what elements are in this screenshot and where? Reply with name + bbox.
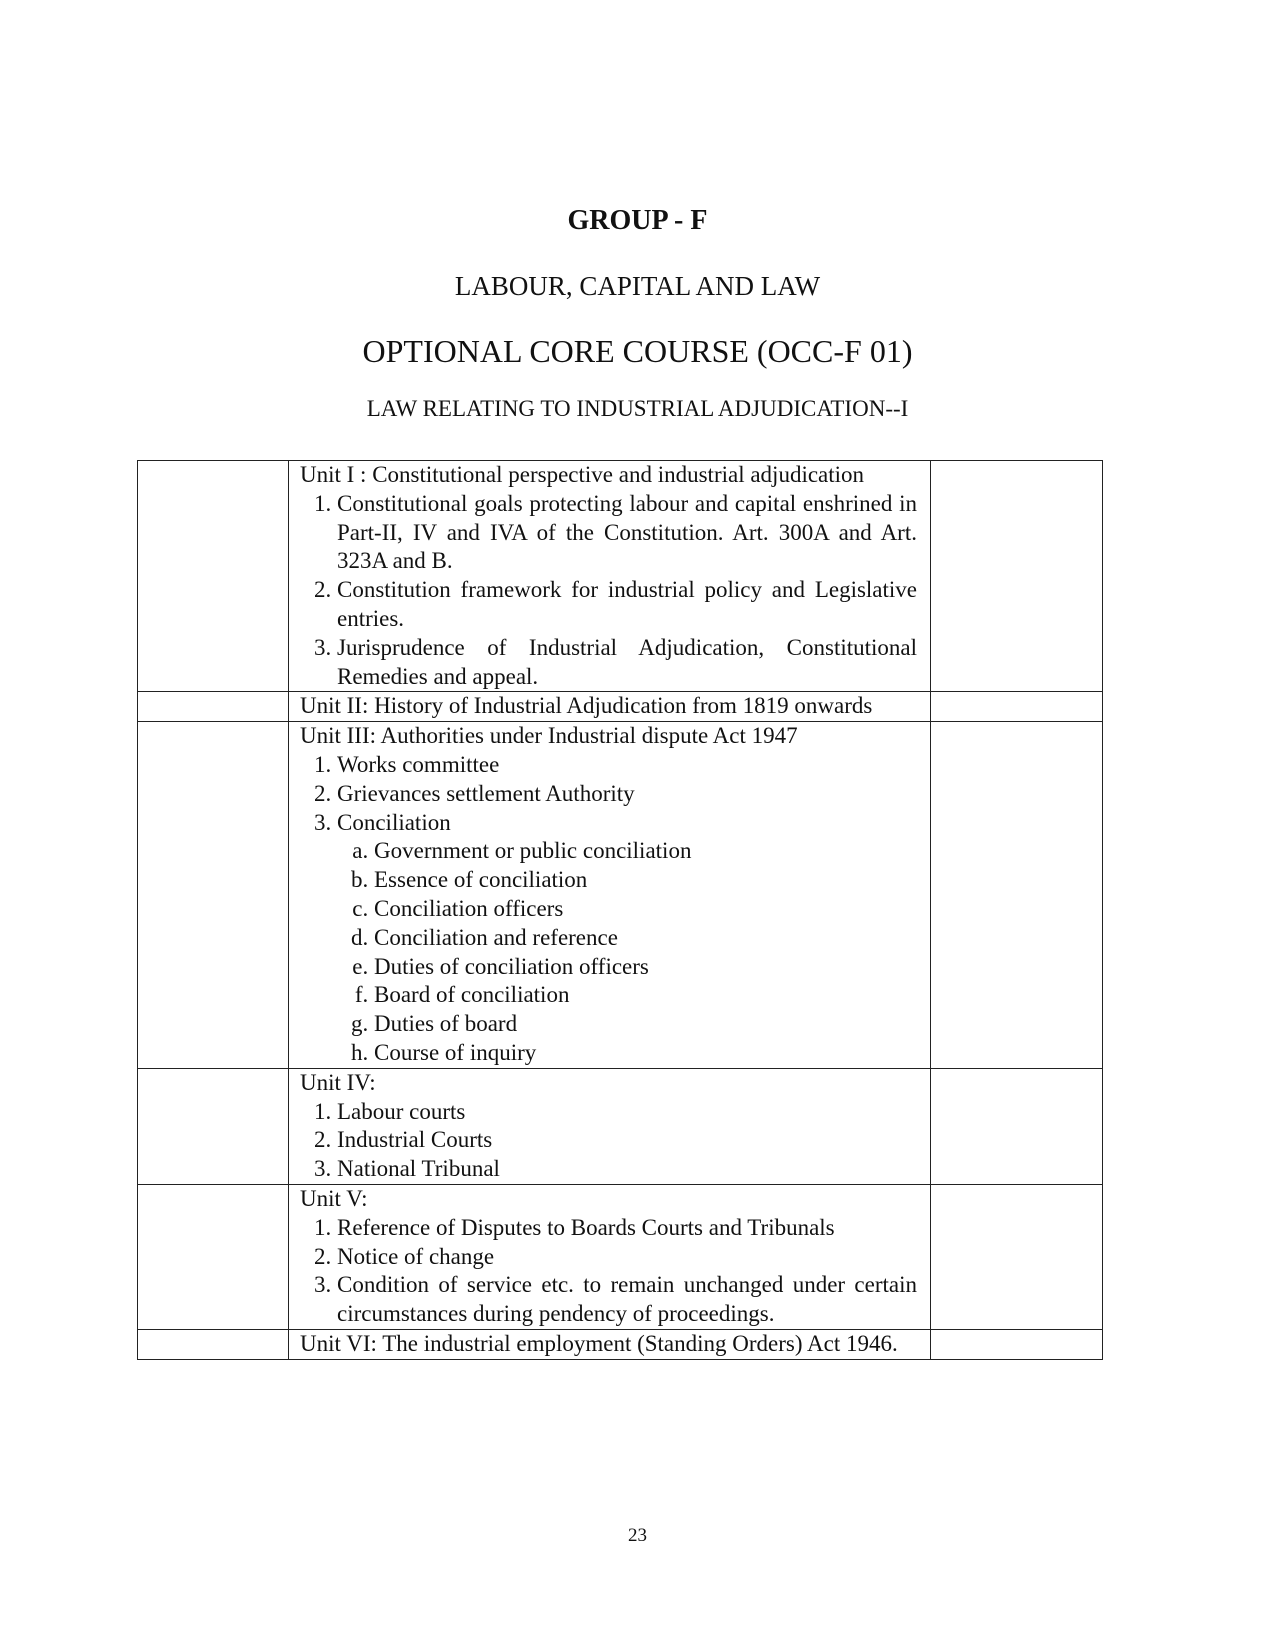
paper-title: LAW RELATING TO INDUSTRIAL ADJUDICATION--I: [366, 396, 909, 421]
unit-cell: [289, 722, 931, 1069]
left-cell: [138, 722, 289, 1069]
sub-list-item: e. Duties of conciliation officers: [374, 953, 917, 982]
right-cell: [931, 1184, 1103, 1329]
right-cell: [931, 1068, 1103, 1184]
left-cell: [138, 1329, 289, 1359]
unit-title: Unit IV:: [300, 1069, 376, 1095]
unit-item-list: [300, 490, 917, 692]
sub-list-item: c. Conciliation officers: [374, 895, 917, 924]
sub-list-item: d. Conciliation and reference: [374, 924, 917, 953]
list-item: 3. National Tribunal: [337, 1155, 917, 1184]
left-cell: [138, 1184, 289, 1329]
unit-cell: [289, 1184, 931, 1329]
list-item: 2. Notice of change: [337, 1243, 917, 1272]
unit-item-list: [300, 1098, 917, 1184]
list-item: 2. Constitution framework for industrial policy and Legislative entries.: [337, 576, 917, 634]
right-cell: [931, 692, 1103, 722]
course-heading: OPTIONAL CORE COURSE (OCC-F 01): [362, 333, 913, 369]
unit-row: [138, 692, 1103, 722]
page-number: 23: [628, 1525, 647, 1546]
unit-row: [138, 461, 1103, 692]
list-item: 1. Works committee: [337, 751, 917, 780]
unit-title: Unit III: Authorities under Industrial dispute Act 1947: [300, 723, 798, 749]
list-item: 1. Constitutional goals protecting labour and capital enshrined in Part-II, IV and IVA of the Constitution. Art. 300A and Art. 323A and B.: [337, 490, 917, 576]
unit-row: [138, 1329, 1103, 1359]
sub-list-item: g. Duties of board: [374, 1010, 917, 1039]
unit-cell: [289, 1329, 931, 1359]
sub-list-item: f. Board of conciliation: [374, 981, 917, 1010]
unit-item-list: [300, 751, 917, 1068]
list-item: 2. Grievances settlement Authority: [337, 780, 917, 809]
list-item: [337, 809, 917, 1068]
subject-heading: LABOUR, CAPITAL AND LAW: [454, 271, 821, 301]
list-item: 1. Labour courts: [337, 1098, 917, 1127]
unit-cell: [289, 461, 931, 692]
unit-row: [138, 1068, 1103, 1184]
unit-title: Unit II: History of Industrial Adjudication from 1819 onwards: [300, 693, 873, 719]
list-item-text: Conciliation: [337, 809, 451, 835]
list-item: 3. Condition of service etc. to remain unchanged under certain circumstances during pendency of proceedings.: [337, 1271, 917, 1329]
sub-list-item: a. Government or public conciliation: [374, 837, 917, 866]
unit-title: Unit V:: [300, 1185, 368, 1211]
right-cell: [931, 722, 1103, 1069]
unit-title: Unit VI: The industrial employment (Standing Orders) Act 1946.: [300, 1330, 898, 1356]
group-heading: GROUP - F: [567, 205, 708, 236]
list-item: 3. Jurisprudence of Industrial Adjudication, Constitutional Remedies and appeal.: [337, 634, 917, 692]
right-cell: [931, 461, 1103, 692]
sub-item-list: [337, 837, 917, 1067]
left-cell: [138, 692, 289, 722]
left-cell: [138, 461, 289, 692]
list-item: 2. Industrial Courts: [337, 1126, 917, 1155]
unit-row: [138, 1184, 1103, 1329]
unit-title: Unit I : Constitutional perspective and industrial adjudication: [300, 462, 865, 487]
syllabus-table: [137, 460, 1103, 1360]
unit-row: [138, 722, 1103, 1069]
unit-item-list: [300, 1214, 917, 1329]
list-item: 1. Reference of Disputes to Boards Courts and Tribunals: [337, 1214, 917, 1243]
unit-cell: [289, 1068, 931, 1184]
right-cell: [931, 1329, 1103, 1359]
sub-list-item: h. Course of inquiry: [374, 1039, 917, 1068]
sub-list-item: b. Essence of conciliation: [374, 866, 917, 895]
left-cell: [138, 1068, 289, 1184]
unit-cell: [289, 692, 931, 722]
